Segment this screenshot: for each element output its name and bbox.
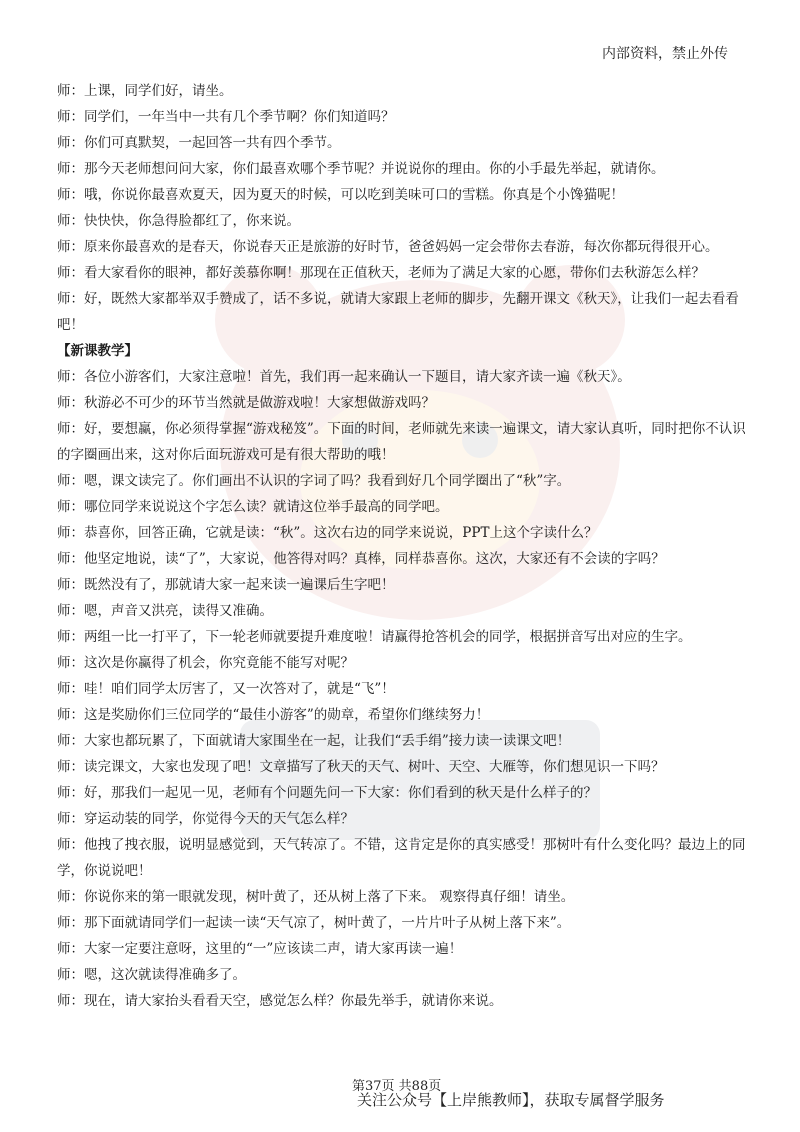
transcript-line: 师：既然没有了，那就请大家一起来读一遍课后生字吧！ xyxy=(57,577,395,593)
transcript-line: 师：同学们，一年当中一共有几个季节啊？你们知道吗？ xyxy=(57,109,395,125)
transcript-line: 师：快快快，你急得脸都红了，你来说。 xyxy=(57,213,300,229)
transcript-line: 师：他坚定地说，读“了”，大家说，他答得对吗？真棒，同样恭喜你。这次，大家还有不会读的字吗？ xyxy=(57,551,665,567)
transcript-line: 师：嗯，声音又洪亮，读得又准确。 xyxy=(57,603,273,619)
transcript-line: 师：嗯，这次就读得准确多了。 xyxy=(57,967,246,983)
transcript-line: 师：好，既然大家都举双手赞成了，话不多说，就请大家跟上老师的脚步，先翻开课文《秋天》，让我们一起去看看吧！ xyxy=(57,291,739,333)
transcript-line: 师：这次是你赢得了机会，你究竟能不能写对呢？ xyxy=(57,655,354,671)
transcript-line: 师：大家一定要注意呀，这里的“一”应该读二声，请大家再读一遍！ xyxy=(57,941,463,957)
transcript-line: 师：上课，同学们好，请坐。 xyxy=(57,83,233,99)
transcript-line: 师：哦，你说你最喜欢夏天，因为夏天的时候，可以吃到美味可口的雪糕。你真是个小馋猫呢！ xyxy=(57,187,624,203)
transcript-line: 师：穿运动装的同学，你觉得今天的天气怎么样？ xyxy=(57,811,354,827)
transcript-line: 师：大家也都玩累了，下面就请大家围坐在一起，让我们“丢手绢”接力读一读课文吧！ xyxy=(57,733,571,749)
transcript-line: 师：好，那我们一起见一见，老师有个问题先问一下大家：你们看到的秋天是什么样子的？ xyxy=(57,785,597,801)
footer-promo: 关注公众号【上岸熊教师】，获取专属督学服务 xyxy=(357,1091,665,1109)
transcript-line: 师：那今天老师想问问大家，你们最喜欢哪个季节呢？并说说你的理由。你的小手最先举起，就请你。 xyxy=(57,161,665,177)
section-heading: 【新课教学】 xyxy=(57,343,138,359)
transcript-line: 师：哪位同学来说说这个字怎么读？就请这位举手最高的同学吧。 xyxy=(57,499,449,515)
transcript-line: 师：好，要想赢，你必须得掌握“游戏秘笈”。下面的时间，老师就先来读一遍课文，请大家认真听，同时把你不认识的字圈画出来，这对你后面玩游戏可是有很大帮助的哦！ xyxy=(57,421,746,463)
transcript-line: 师：看大家看你的眼神，都好羡慕你啊！那现在正值秋天，老师为了满足大家的心愿，带你们去秋游怎么样？ xyxy=(57,265,705,281)
transcript-line: 师：两组一比一打平了，下一轮老师就要提升难度啦！请赢得抢答机会的同学，根据拼音写出对应的生字。 xyxy=(57,629,692,645)
transcript-line: 师：现在，请大家抬头看看天空，感觉怎么样？你最先举手，就请你来说。 xyxy=(57,993,503,1009)
transcript-line: 师：哇！咱们同学太厉害了，又一次答对了，就是“飞”！ xyxy=(57,681,395,697)
confidential-note: 内部资料，禁止外传 xyxy=(602,46,728,62)
lesson-transcript xyxy=(57,78,747,1014)
transcript-line: 师：恭喜你，回答正确，它就是读：“秋”。这次右边的同学来说说，PPT上这个字读什么？ xyxy=(57,525,598,541)
transcript-line: 师：读完课文，大家也发现了吧！文章描写了秋天的天气、树叶、天空、大雁等，你们想见识一下吗？ xyxy=(57,759,665,775)
transcript-line: 师：你们可真默契，一起回答一共有四个季节。 xyxy=(57,135,341,151)
page-number: 第37页 共88页 xyxy=(352,1079,442,1094)
transcript-line: 师：他拽了拽衣服，说明显感觉到，天气转凉了。不错，这肯定是你的真实感受！那树叶有什么变化吗？最边上的同学，你说说吧！ xyxy=(57,837,746,879)
transcript-line: 师：这是奖励你们三位同学的“最佳小游客”的勋章，希望你们继续努力！ xyxy=(57,707,490,723)
transcript-line: 师：你说你来的第一眼就发现，树叶黄了，还从树上落了下来。 观察得真仔细！请坐。 xyxy=(57,889,575,905)
transcript-line: 师：嗯，课文读完了。你们画出不认识的字词了吗？我看到好几个同学圈出了“秋”字。 xyxy=(57,473,571,489)
transcript-line: 师：各位小游客们，大家注意啦！首先，我们再一起来确认一下题目，请大家齐读一遍《秋天》。 xyxy=(57,369,631,385)
transcript-line: 师：那下面就请同学们一起读一读“天气凉了，树叶黄了，一片片叶子从树上落下来”。 xyxy=(57,915,571,931)
transcript-line: 师：秋游必不可少的环节当然就是做游戏啦！大家想做游戏吗？ xyxy=(57,395,435,411)
transcript-line: 师：原来你最喜欢的是春天，你说春天正是旅游的好时节，爸爸妈妈一定会带你去春游，每次你都玩得很开心。 xyxy=(57,239,719,255)
